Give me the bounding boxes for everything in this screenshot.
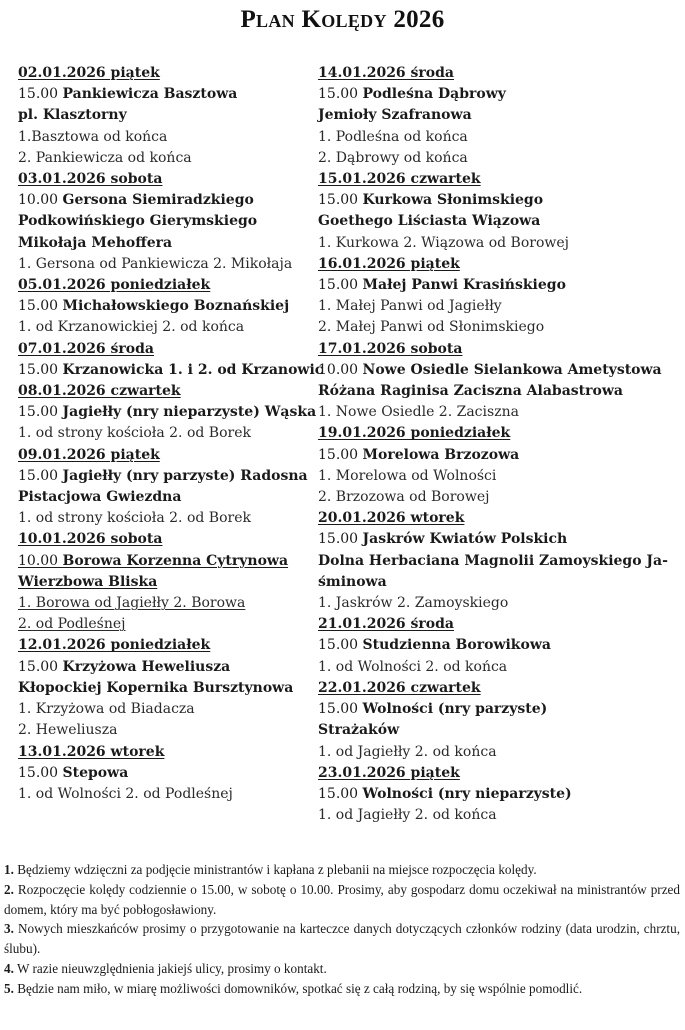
street-names: Pistacjowa Gwiezdna [18, 489, 182, 506]
streets-line [18, 763, 310, 784]
day-date: 10.01.2026 sobota [18, 531, 163, 548]
footnote-number: 1. [4, 862, 14, 877]
schedule-day [318, 339, 680, 424]
streets-line [318, 529, 680, 550]
street-names: Goethego Liściasta Wiązowa [318, 213, 541, 230]
start-time: 15.00 [18, 467, 63, 484]
street-names: pl. Klasztorny [18, 107, 127, 124]
start-time: 10.00 [18, 552, 63, 569]
street-names: Podkowińskiego Gierymskiego [18, 213, 258, 230]
street-names: Mikołaja Mehoffera [18, 234, 173, 251]
day-date: 08.01.2026 czwartek [18, 383, 181, 400]
streets-line [18, 402, 317, 423]
route-note: 1. od Jagiełły 2. od końca [318, 743, 497, 760]
street-names: Wolności (nry nieparzyste) [362, 785, 572, 802]
street-names: Jaskrów Kwiatów Polskich [362, 531, 568, 548]
street-names: Jagiełły (nry parzyste) Radosna [62, 467, 308, 484]
schedule-day [318, 614, 680, 678]
start-time: 10.00 [318, 361, 363, 378]
footnote-number: 5. [4, 980, 14, 996]
schedule-day [18, 529, 310, 635]
route-note: 1. Krzyżowa od Biadacza [18, 701, 195, 718]
schedule-day [318, 508, 680, 614]
start-time: 15.00 [18, 404, 63, 421]
start-time: 15.00 [18, 764, 63, 781]
route-note: 1. Jaskrów 2. Zamoyskiego [318, 595, 509, 612]
streets-line [318, 445, 680, 466]
start-time: 15.00 [318, 637, 363, 654]
schedule-day [318, 63, 680, 169]
footnote-item [4, 860, 680, 880]
day-date: 19.01.2026 poniedziałek [318, 425, 511, 442]
start-time: 15.00 [318, 531, 363, 548]
streets-line [18, 296, 310, 317]
route-note: 1. Gersona od Pankiewicza 2. Mikołaja [18, 255, 293, 272]
schedule-day [318, 169, 680, 254]
streets-line [318, 699, 680, 720]
route-note: 2. Dąbrowy od końca [318, 149, 468, 166]
route-note: 1. od Krzanowickiej 2. od końca [18, 319, 245, 336]
streets-line [18, 487, 310, 508]
footnote-number: 3. [4, 921, 14, 937]
schedule-day [18, 742, 310, 806]
footnote-text: W razie nieuwzględnienia jakiejś ulicy, prosimy o kontakt. [13, 960, 327, 976]
route-note: 1. Morelowa od Wolności [318, 467, 497, 484]
streets-line [318, 784, 680, 805]
schedule-day [18, 169, 310, 275]
street-names: Nowe Osiedle Sielankowa Ametystowa [362, 361, 662, 378]
schedule-left-column [18, 63, 324, 805]
street-names: Podleśna Dąbrowy [362, 86, 506, 103]
route-note: 2. od Podleśnej [18, 616, 126, 633]
street-names: Borowa Korzenna Cytrynowa [62, 552, 289, 569]
route-note: 1. od Jagiełły 2. od końca [318, 807, 497, 824]
start-time: 15.00 [18, 361, 63, 378]
schedule-day [318, 763, 680, 827]
streets-line [318, 381, 680, 402]
footnotes [4, 860, 680, 999]
street-names: Studzienna Borowikowa [362, 637, 551, 654]
start-time: 15.00 [18, 298, 63, 315]
route-note: 2. Heweliusza [18, 722, 118, 739]
start-time: 15.00 [318, 446, 363, 463]
day-date: 23.01.2026 piątek [318, 764, 460, 781]
start-time: 15.00 [318, 701, 363, 718]
street-names: Gersona Siemiradzkiego [62, 192, 254, 209]
street-names: Jagiełły (nry nieparzyste) Wąska [62, 404, 317, 421]
street-names: Stepowa [62, 764, 129, 781]
streets-line [318, 275, 680, 296]
footnote-item [4, 880, 680, 920]
day-date: 17.01.2026 sobota [318, 340, 463, 357]
streets-line [318, 551, 680, 572]
route-note: 1. Kurkowa 2. Wiązowa od Borowej [318, 234, 570, 251]
day-date: 20.01.2026 wtorek [318, 510, 465, 527]
day-date: 12.01.2026 poniedziałek [18, 637, 211, 654]
schedule-day [18, 275, 310, 339]
day-date: 07.01.2026 środa [18, 340, 155, 357]
page-title: Plan Kolędy 2026 [240, 6, 445, 33]
street-names: Krzyżowa Heweliusza [62, 658, 231, 675]
day-date: 09.01.2026 piątek [18, 446, 160, 463]
footnote-text: Będziemy wdzięczni za podjęcie ministrantów i kapłana z plebanii na miejsce rozpoczęcia kolędy. [13, 862, 537, 877]
streets-line [18, 233, 310, 254]
route-note: 1. od Wolności 2. od końca [318, 658, 508, 675]
footnote-item [4, 979, 680, 999]
route-note: 1.Basztowa od końca [18, 128, 168, 145]
street-names: Wolności (nry parzyste) [362, 701, 548, 718]
route-note: 1. od Wolności 2. od Podleśnej [18, 785, 233, 802]
start-time: 15.00 [318, 86, 363, 103]
day-date: 13.01.2026 wtorek [18, 743, 165, 760]
day-date: 15.01.2026 czwartek [318, 171, 481, 188]
streets-line [18, 466, 310, 487]
day-date: 05.01.2026 poniedziałek [18, 277, 211, 294]
streets-line [318, 211, 680, 232]
day-date: 16.01.2026 piątek [318, 255, 460, 272]
route-note: 2. Pankiewicza od końca [18, 149, 192, 166]
start-time: 15.00 [18, 86, 63, 103]
streets-line [18, 84, 310, 105]
streets-line [318, 635, 680, 656]
schedule-right-column [318, 63, 680, 826]
footnote-number: 4. [4, 960, 14, 976]
street-names: Michałowskiego Boznańskiej [62, 298, 290, 315]
streets-line [18, 657, 310, 678]
footnote-text: Będzie nam miło, w miarę możliwości domowników, spotkać się z całą rodziną, by się wspólnie pomodlić. [13, 980, 583, 996]
day-date: 02.01.2026 piątek [18, 65, 160, 81]
schedule-day [318, 254, 680, 339]
route-note: 1. Podleśna od końca [318, 128, 468, 145]
streets-line [318, 190, 680, 211]
route-note: 1. od strony kościoła 2. od Borek [18, 510, 251, 527]
streets-line [318, 572, 680, 593]
street-names: Wierzbowa Bliska [18, 573, 158, 590]
street-names: Kłopockiej Kopernika Bursztynowa [18, 679, 294, 696]
streets-line [18, 551, 310, 572]
street-names: Jemioły Szafranowa [318, 107, 472, 124]
route-note: 1. Nowe Osiedle 2. Zaciszna [318, 404, 519, 421]
schedule-day [18, 63, 310, 169]
street-names: Krzanowicka 1. i 2. od Krzanowic [62, 361, 324, 378]
start-time: 10.00 [18, 192, 63, 209]
streets-line [18, 211, 310, 232]
schedule-day [18, 445, 310, 530]
route-note: 1. Małej Panwi od Jagiełły [318, 298, 502, 315]
start-time: 15.00 [318, 277, 363, 294]
schedule-day [18, 339, 324, 381]
footnote-item [4, 959, 680, 979]
street-names: Kurkowa Słonimskiego [362, 192, 544, 209]
day-date: 21.01.2026 środa [318, 616, 455, 633]
schedule-day [18, 635, 310, 741]
schedule-day [18, 381, 317, 445]
start-time: 15.00 [18, 658, 63, 675]
streets-line [18, 105, 310, 126]
schedule-day [318, 678, 680, 763]
streets-line [318, 105, 680, 126]
footnote-item [4, 919, 680, 959]
day-date: 14.01.2026 środa [318, 65, 455, 81]
streets-line [318, 720, 680, 741]
start-time: 15.00 [318, 192, 363, 209]
streets-line [18, 572, 310, 593]
footnote-text: Rozpoczęcie kolędy codziennie o 15.00, w sobotę o 10.00. Prosimy, aby gospodarz domu oczekiwał na ministrantów przed domem, który ma być pobłogosławiony. [4, 881, 680, 917]
route-note: 1. od strony kościoła 2. od Borek [18, 425, 251, 442]
footnote-text: Nowych mieszkańców prosimy o przygotowanie na karteczce danych dotyczących członków rodziny (data urodzin, chrztu, ślubu). [4, 921, 680, 957]
street-names: Małej Panwi Krasińskiego [362, 277, 566, 294]
schedule-day [318, 423, 680, 508]
streets-line [318, 360, 680, 381]
footnote-number: 2. [4, 881, 14, 897]
streets-line [18, 190, 310, 211]
day-date: 03.01.2026 sobota [18, 171, 163, 188]
route-note: 2. Brzozowa od Borowej [318, 489, 490, 506]
street-names: Dolna Herbaciana Magnolii Zamoyskiego Ja- [318, 552, 668, 569]
streets-line [18, 360, 324, 381]
street-names: Pankiewicza Basztowa [62, 86, 238, 103]
route-note: 1. Borowa od Jagiełły 2. Borowa [18, 595, 246, 612]
street-names: Strażaków [318, 722, 400, 739]
start-time: 15.00 [318, 785, 363, 802]
day-date: 22.01.2026 czwartek [318, 679, 481, 696]
streets-line [318, 84, 680, 105]
street-names: Morelowa Brzozowa [362, 446, 520, 463]
route-note: 2. Małej Panwi od Słonimskiego [318, 319, 545, 336]
street-names: śminowa [318, 573, 387, 590]
street-names: Różana Raginisa Zaciszna Alabastrowa [318, 383, 623, 400]
streets-line [18, 678, 310, 699]
